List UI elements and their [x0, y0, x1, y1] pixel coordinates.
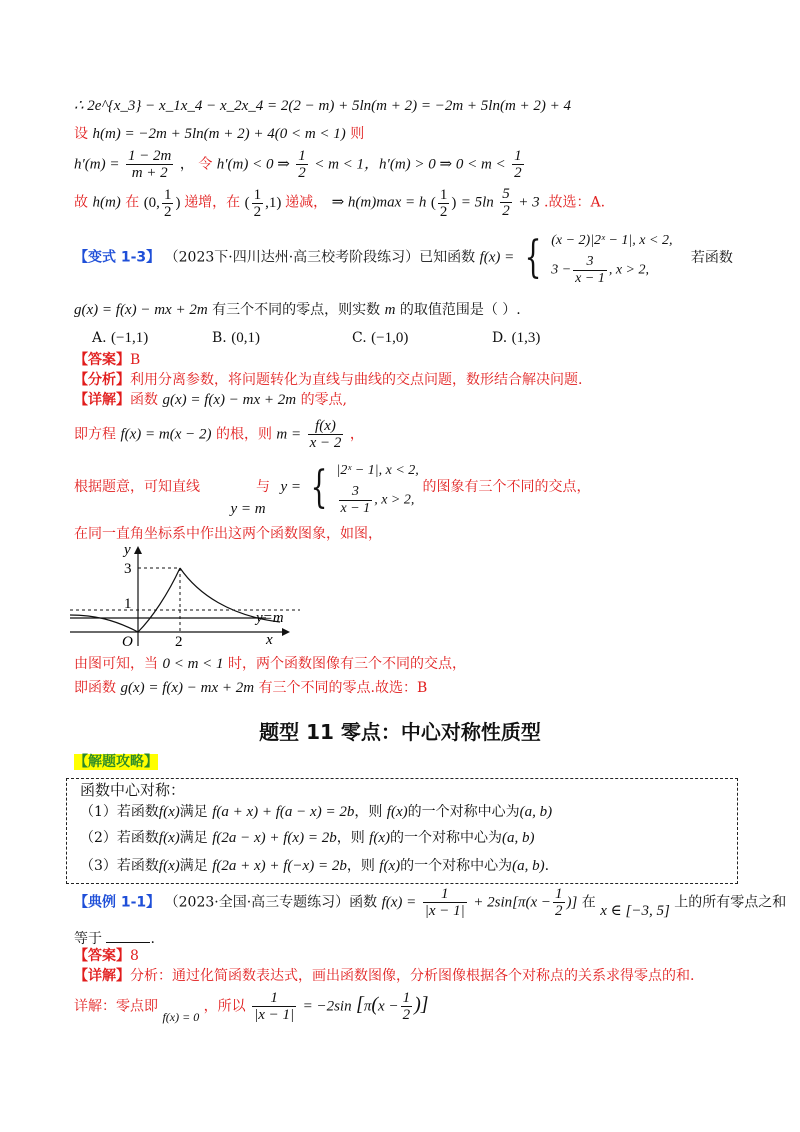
rule-cond-pre: 满足 — [179, 804, 208, 820]
fraction-numerator: 1 — [555, 886, 563, 902]
detail-line-2 — [74, 418, 364, 456]
concl-text-end: 有三个不同的零点.故选：B — [258, 680, 428, 696]
hmax-expr: ⇒ h(m)max = h — [331, 194, 427, 211]
fraction-denominator: 2 — [163, 203, 172, 220]
fraction-numerator: 1 — [439, 186, 448, 203]
answer-a: .故选：A. — [544, 194, 606, 211]
fraction-denominator: 2 — [555, 903, 563, 919]
fraction-numerator: 1 — [402, 990, 411, 1006]
question-end: 的取值范围是（ ）. — [399, 302, 521, 318]
interval-half — [252, 187, 264, 220]
derivative-positive: < m < 1，h′(m) > 0 ⇒ 0 < m < — [314, 156, 506, 173]
case-2 — [551, 254, 672, 287]
variant-tag: 【变式 1-3】 — [74, 249, 161, 266]
variant-tail: 若函数 — [690, 249, 733, 266]
equation-line-1 — [74, 96, 571, 116]
detail-line-1 — [74, 390, 347, 410]
derivative-negative: h′(m) < 0 ⇒ — [216, 156, 290, 173]
rule-cond: f(2a − x) + f(x) = 2b — [212, 830, 337, 846]
example-tail: 上的所有零点之和 — [674, 894, 787, 911]
interval-half — [162, 187, 174, 220]
text-gu: 故 — [74, 194, 88, 211]
fraction-numerator: f(x) — [308, 418, 344, 435]
tick-3: 3 — [124, 561, 132, 577]
example-answer — [74, 946, 139, 966]
concl-text-end: 时，两个函数图像有三个不同的交点， — [227, 656, 466, 672]
detail-text-mid: 的根，则 — [215, 426, 272, 443]
fx-zero: f(x) = 0 — [162, 1009, 200, 1024]
g-def: g(x) = f(x) − mx + 2m — [120, 680, 255, 696]
hm-definition: h(m) = −2m + 5ln(m + 2) + 4(0 < m < 1) — [92, 126, 346, 142]
ln-expr: = 5ln — [460, 194, 494, 211]
comma: ， — [179, 156, 194, 173]
case-2-post: , x > 2, — [374, 492, 415, 508]
rule-post: 的一个对称中心为 — [407, 804, 520, 820]
fraction-denominator: x − 2 — [309, 435, 342, 451]
half-fraction-2 — [512, 148, 524, 181]
period: . — [150, 931, 155, 947]
tick-1: 1 — [124, 596, 132, 612]
detail-text: 分析：通过化简函数表达式，画出函数图像，分析图像根据各个对称点的关系求得零点的和. — [130, 968, 695, 984]
option-label: C. — [352, 330, 367, 346]
text-dengyu: 等于 — [74, 931, 102, 947]
label-x-axis: x — [266, 632, 273, 648]
rule-num: （1）若函数 — [80, 804, 159, 820]
option-label: D. — [492, 330, 508, 346]
text-yu: 与 — [256, 478, 271, 495]
detail-text: 在同一直角坐标系中作出这两个函数图象，如图， — [74, 526, 382, 542]
example-source: （2023·全国·高三专题练习）函数 — [164, 894, 378, 911]
equation-line-2 — [74, 124, 364, 144]
rule-2 — [80, 828, 534, 848]
option-label: B. — [212, 330, 227, 346]
analysis-line — [74, 370, 582, 390]
option-value: (−1,1) — [111, 330, 149, 346]
rule-cond: f(a + x) + f(a − x) = 2b — [212, 804, 355, 820]
rule-center: (a, b) — [512, 858, 545, 874]
rule-f: f(x) — [158, 804, 180, 820]
rule-center: (a, b) — [501, 830, 535, 846]
detail-text-end: 的图象有三个不同的交点， — [422, 478, 591, 495]
fraction-numerator: 1 — [252, 990, 296, 1007]
y-axis-arrow — [134, 546, 142, 554]
example-tag: 【典例 1-1】 — [74, 894, 161, 911]
rule-cond-pre: 满足 — [179, 830, 208, 846]
case-1: (x − 2)|2ˣ − 1|, x < 2, — [551, 233, 673, 248]
answer-blank[interactable] — [106, 928, 150, 943]
rule-f: f(x) — [158, 830, 180, 846]
equation-text: ∴ 2e^{x_3} − x_1x_4 − x_2x_4 = 2(2 − m) + 5ln(m + 2) = −2m + 5ln(m + 2) + 4 — [74, 98, 572, 114]
analysis-text: 利用分离参数，将问题转化为直线与曲线的交点问题，数形结合解决问题. — [130, 372, 583, 388]
derivative-label: h′(m) = — [74, 156, 120, 173]
y-piecewise: y = { |2ˣ − 1|, x < 2, $\frac{3}{x - 1}$ , x > 2, — [280, 479, 422, 495]
detail-tag: 【详解】 — [74, 968, 130, 984]
option-label: A. — [92, 330, 107, 346]
hmax-half — [438, 187, 450, 220]
fraction-numerator: 1 — [253, 186, 262, 203]
function-graph — [70, 542, 300, 652]
text-decrease: 递减， — [285, 194, 328, 211]
fx-label: f(x) = — [381, 894, 417, 911]
derivative-fraction — [126, 148, 173, 181]
fraction-numerator: 1 — [163, 186, 172, 203]
case-2 — [337, 484, 419, 517]
fraction-denominator: |x − 1| — [254, 1007, 295, 1023]
fraction-numerator: 1 — [514, 148, 522, 164]
label-origin: O — [122, 634, 133, 650]
rule-end: . — [544, 858, 550, 874]
piecewise-cases — [551, 228, 672, 287]
rule-post: 的一个对称中心为 — [389, 830, 502, 846]
m-var: m — [384, 302, 396, 318]
text-ze: 则 — [350, 126, 365, 142]
rule-center: (a, b) — [519, 804, 553, 820]
equation-line-3 — [74, 148, 526, 184]
conclusion-line-1 — [74, 654, 466, 674]
rule-cond: f(2a + x) + f(−x) = 2b — [212, 858, 347, 874]
rule-post: 的一个对称中心为 — [400, 858, 513, 874]
detail-text: 即方程 — [74, 426, 116, 443]
solution-text: 详解：零点即 — [74, 998, 158, 1015]
option-d[interactable] — [492, 328, 540, 348]
variant-source: （2023下·四川达州·高三校考阶段练习）已知函数 — [164, 249, 476, 266]
concl-text: 即函数 — [74, 680, 116, 696]
section-title: 题型 11 零点：中心对称性质型 — [259, 720, 541, 744]
conclusion-line-2 — [74, 678, 427, 698]
m-eq: m = — [276, 426, 302, 443]
sin-close: )] — [566, 894, 578, 911]
question-text: 有三个不同的零点，则实数 — [212, 302, 381, 318]
detail-text: 根据题意，可知直线 — [74, 478, 200, 495]
answer-line — [74, 350, 140, 370]
example-detail — [74, 966, 694, 986]
answer-value: 8 — [130, 948, 139, 964]
equation-line-4: 故 h(m) 在 (0, $\frac{1}{2}$ ) 递增，在 ( $\frac{1}{2}$ ,1) 递减， ⇒ h(m)max = h ( $\frac{1}{2}$ ) = 5ln $\frac{5}{2}$ + 3 .故选：A. — [74, 186, 606, 220]
interval-open: ( — [244, 194, 250, 211]
variant-question — [74, 300, 521, 320]
option-value: (0,1) — [231, 330, 260, 346]
y-eq-m: y = m — [230, 500, 266, 517]
fraction-denominator: 2 — [502, 203, 510, 219]
g-def: g(x) = f(x) − mx + 2m — [74, 302, 208, 318]
text-increase: 递增，在 — [184, 194, 241, 211]
text-zai: 在 — [581, 894, 596, 911]
example-solution: 详解：零点即 f(x) = 0 ，所以 $\frac{1}{|x - 1|}$ = −2sin [π(x − $\frac{1}{2}$ )] — [74, 990, 429, 1024]
fraction-numerator: 5 — [502, 186, 510, 202]
text-ling: 令 — [198, 156, 213, 173]
variant-header: 【变式 1-3】 （2023下·四川达州·高三校考阶段练习）已知函数 f(x) = { (x − 2)|2ˣ − 1|, x < 2, 3 − $\frac{3}{x - 1}$ , x > 2, 若函数 — [74, 228, 733, 290]
tick-2: 2 — [175, 634, 183, 650]
fraction-denominator: x − 1 — [575, 271, 605, 286]
detail-text-end: 的零点, — [300, 392, 348, 408]
fraction-denominator: 2 — [439, 203, 448, 220]
fraction-numerator: 1 — [298, 148, 306, 164]
rule-f2: f(x) — [386, 804, 408, 820]
rule-f: f(x) — [158, 858, 180, 874]
hm: h(m) — [92, 194, 121, 211]
recip-fraction — [423, 886, 467, 919]
label-y-axis: y — [124, 542, 131, 558]
fraction-numerator: 1 − 2m — [127, 148, 172, 164]
interval-open: (0, — [143, 194, 160, 211]
fraction-numerator: 1 — [423, 886, 467, 903]
rule-mid: ，则 — [346, 858, 375, 874]
strategy-tag-line — [74, 752, 158, 772]
pi: π — [363, 998, 372, 1015]
rule-num: （2）若函数 — [80, 830, 159, 846]
detail-line-4 — [74, 524, 382, 544]
option-value: (−1,0) — [371, 330, 409, 346]
fraction-denominator: |x − 1| — [424, 903, 465, 919]
y-label: y = — [280, 478, 302, 495]
rule-1 — [80, 802, 552, 822]
rule-mid: ，则 — [354, 804, 383, 820]
detail-line-3 — [74, 458, 591, 522]
fraction-denominator: x − 1 — [340, 501, 371, 516]
half-fraction — [401, 990, 413, 1023]
example-header — [74, 886, 786, 926]
text-she: 设 — [74, 126, 88, 142]
rule-num: （3）若函数 — [80, 858, 159, 874]
option-a[interactable] — [92, 328, 148, 348]
rule-mid: ，则 — [336, 830, 365, 846]
neg-sin: = −2sin — [302, 998, 352, 1015]
fraction-numerator: 3 — [573, 254, 607, 271]
analysis-tag: 【分析】 — [74, 372, 130, 388]
concl-text: 由图可知，当 — [74, 656, 158, 672]
x-axis-arrow — [282, 628, 290, 636]
recip-fraction — [252, 990, 296, 1023]
m-range: 0 < m < 1 — [162, 656, 224, 672]
comma: ， — [349, 426, 364, 443]
interval-close: ) — [175, 194, 181, 211]
answer-tag: 【答案】 — [74, 948, 130, 964]
solution-text-mid: ，所以 — [203, 998, 246, 1015]
option-value: (1,3) — [511, 330, 541, 346]
label-y-m: y=m — [256, 610, 284, 626]
half-fraction — [296, 148, 308, 181]
five-halves — [500, 186, 512, 219]
fraction-denominator: 2 — [402, 1007, 411, 1023]
m-fraction — [308, 418, 344, 451]
strategy-tag: 【解题攻略】 — [74, 754, 158, 770]
fraction-denominator: 2 — [514, 165, 522, 181]
half-fraction — [553, 886, 565, 919]
box-heading: 函数中心对称： — [80, 781, 186, 799]
option-c[interactable] — [352, 328, 408, 348]
fraction-denominator: 2 — [298, 165, 306, 181]
fraction-denominator: 2 — [253, 203, 262, 220]
detail-text: 函数 — [130, 392, 158, 408]
fraction-denominator: m + 2 — [131, 165, 168, 181]
answer-value: B — [130, 352, 141, 368]
detail-tag: 【详解】 — [74, 392, 130, 408]
answer-tag: 【答案】 — [74, 352, 130, 368]
fraction-numerator: 3 — [339, 484, 373, 501]
rule-f2: f(x) — [379, 858, 401, 874]
rule-f2: f(x) — [369, 830, 390, 846]
plus-three: + 3 — [518, 194, 540, 211]
equation: f(x) = m(x − 2) — [120, 426, 212, 443]
rule-3 — [80, 856, 549, 876]
interval-close: ,1) — [265, 194, 282, 211]
sin-part: + 2sin[π(x − — [473, 894, 551, 911]
rule-cond-pre: 满足 — [179, 858, 208, 874]
case-1: |2ˣ − 1|, x < 2, — [336, 463, 419, 478]
domain: x ∈ [−3, 5] — [600, 902, 670, 919]
fx-label: f(x) = — [479, 249, 515, 266]
text-zai: 在 — [125, 194, 140, 211]
case-2-pre: 3 − — [551, 262, 572, 278]
x-minus: x − — [378, 998, 399, 1015]
g-def: g(x) = f(x) − mx + 2m — [162, 392, 297, 408]
option-b[interactable] — [212, 328, 260, 348]
case-2-post: , x > 2, — [608, 262, 649, 278]
